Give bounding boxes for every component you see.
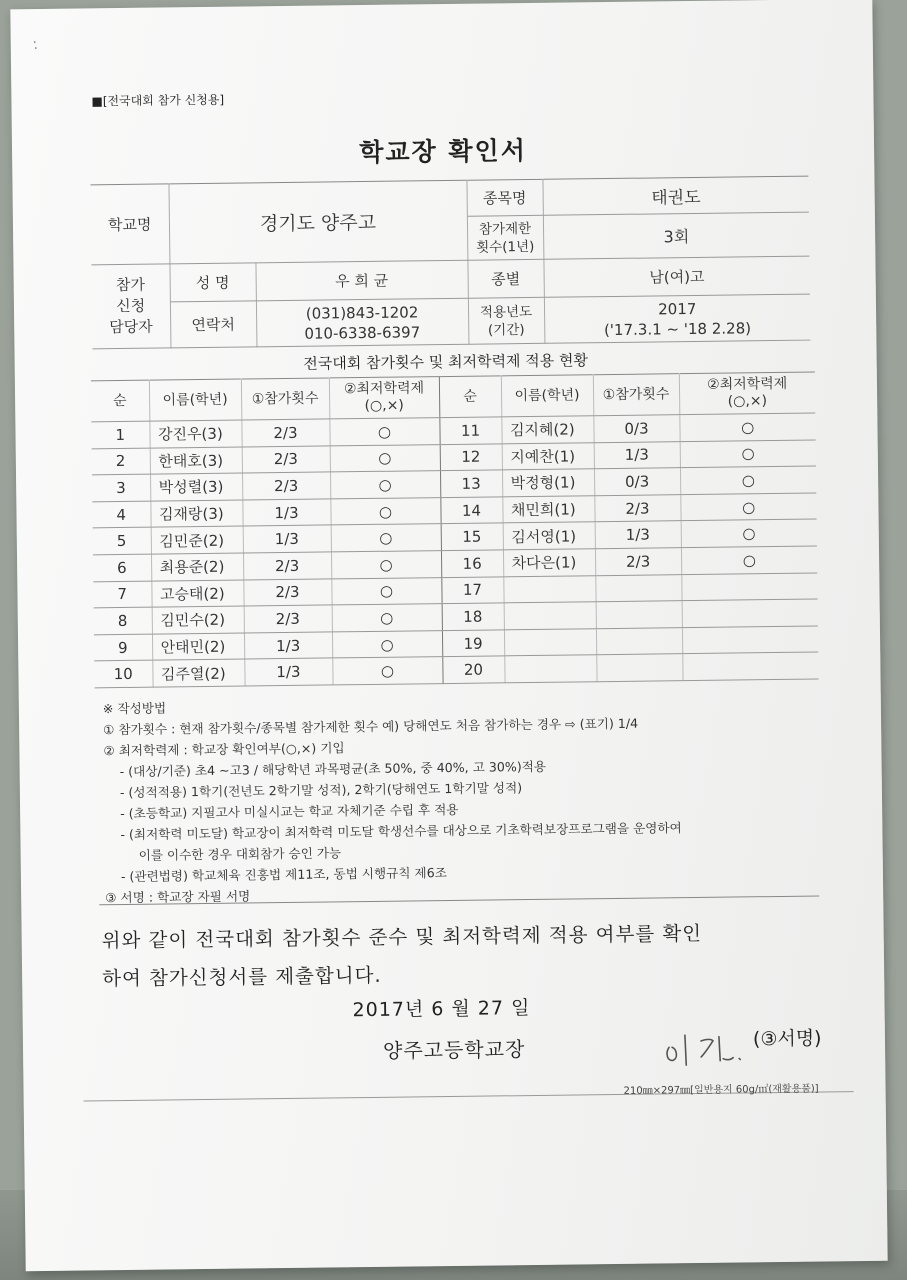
cell-count: 1/3: [594, 441, 680, 469]
header-name: 이름(학년): [149, 379, 241, 421]
cell-count: 2/3: [242, 446, 330, 474]
cell-no: 4: [92, 501, 150, 528]
cell-min: ○: [331, 551, 441, 579]
header-min-academic-line1: ②최저학력제: [343, 380, 425, 398]
document-title: 학교장 확인서: [359, 136, 528, 168]
submission-date: 2017년 6 월 27 일: [352, 997, 531, 1022]
cell-no: 14: [440, 497, 502, 524]
cell-name: 박성렬(3): [150, 473, 242, 501]
cell-no: 7: [93, 581, 151, 608]
cell-min: ○: [332, 657, 442, 685]
cell-min: ○: [332, 630, 442, 658]
school-name-value: 경기도 양주고: [168, 180, 467, 264]
instruction-signature: ③ 서명 : 학교장 자필 서명: [105, 888, 251, 906]
cell-count: 2/3: [241, 419, 329, 447]
header-min-academic: [679, 372, 815, 415]
confirmation-statement: [101, 915, 702, 998]
instruction-grade-application: - (성적적용) 1학기(전년도 2학기말 성적), 2학기(당해연도 1학기말 성적): [119, 780, 523, 801]
cell-name: 지예찬(1): [502, 442, 594, 470]
school-info-table: [90, 176, 810, 350]
cell-min: ○: [330, 444, 440, 472]
contact-phone-mobile: 010-6338-6397: [304, 322, 421, 343]
cell-count: [596, 654, 682, 682]
cell-count: 0/3: [594, 468, 680, 496]
cell-no: 11: [439, 417, 501, 444]
header-min-academic-line1: ②최저학력제: [707, 375, 788, 393]
header-min-academic-line2: (○,×): [727, 393, 768, 410]
cell-no: 20: [442, 656, 504, 683]
cell-no: 16: [441, 550, 503, 577]
form-usage-note: ■[전국대회 참가 신청용]: [91, 92, 225, 109]
handwritten-signature: [661, 1026, 762, 1071]
header-count: ①참가횟수: [593, 374, 679, 416]
cell-no: 15: [441, 523, 503, 550]
cell-name: 김민준(2): [151, 526, 243, 554]
header-name: 이름(학년): [501, 375, 593, 417]
header-min-academic-line2: (○,×): [364, 397, 404, 415]
instruction-participation-count: ① 참가횟수 : 현재 참가횟수/종목별 참가제한 횟수 예) 당해연도 처음 참가하는 경우 ⇨ (표기) 1/4: [103, 715, 639, 738]
cell-no: 17: [441, 576, 503, 603]
cell-no: 10: [94, 660, 152, 687]
cell-count: [596, 601, 682, 629]
confirmation-statement-line2: 하여 참가신청서를 제출합니다.: [102, 963, 382, 991]
cell-count: 1/3: [244, 632, 332, 660]
applicable-year-label-line1: 적용년도: [479, 303, 533, 321]
instruction-min-academic: ② 최저학력제 : 학교장 확인여부(○,×) 기입: [103, 740, 345, 759]
cell-name: 박정형(1): [502, 469, 594, 497]
participation-table-body: [91, 413, 818, 688]
cell-count: 2/3: [594, 494, 680, 522]
manager-label-line3: 담당자: [109, 317, 153, 337]
cell-count: [595, 574, 681, 602]
event-value: 태권도: [542, 176, 808, 215]
school-name-label: 학교명: [90, 184, 169, 265]
cell-name: 김주열(2): [152, 659, 244, 687]
paper-specification: 210㎜×297㎜[일반용지 60g/㎡(재활용품)]: [623, 1083, 819, 1097]
instruction-related-law: - (관련법령) 학교체육 진흥법 제11조, 동법 시행규칙 제6조: [120, 865, 447, 885]
participation-section-title: 전국대회 참가횟수 및 최저학력제 적용 현황: [303, 351, 589, 373]
applicable-year-value: [544, 294, 811, 343]
cell-min: ○: [331, 577, 441, 605]
cell-no: 13: [440, 470, 502, 497]
applicable-year-label: [468, 297, 545, 344]
cell-no: 5: [93, 528, 151, 555]
cell-count: 1/3: [244, 658, 332, 686]
cell-name: 안태민(2): [152, 633, 244, 661]
event-label: 종목명: [466, 179, 542, 216]
cell-no: 1: [91, 421, 149, 448]
instruction-target-criteria: - (대상/기준) 초4 ~고3 / 해당학년 과목평균(초 50%, 중 40%, 고 30%)적용: [119, 758, 547, 780]
applicable-year: 2017: [658, 299, 697, 318]
cell-name: 채민희(1): [502, 495, 594, 523]
cell-min: ○: [330, 471, 440, 499]
cell-count: 1/3: [243, 525, 331, 553]
cell-min: ○: [329, 418, 439, 446]
manager-label: [91, 264, 170, 349]
applicable-year-label-line2: (기간): [487, 321, 525, 339]
cell-no: 12: [440, 443, 502, 470]
cell-min: ○: [680, 440, 816, 468]
cell-name: 최용준(2): [151, 553, 243, 581]
participation-limit-value: 3회: [543, 212, 810, 259]
cell-name: 김지혜(2): [501, 416, 593, 444]
cell-min: [682, 626, 818, 654]
cell-no: 18: [442, 603, 504, 630]
instruction-below-minimum: - (최저학력 미도달) 학교장이 최저학력 미도달 학생선수를 대상으로 기초학력보장프로그램을 운영하여: [120, 820, 682, 843]
gender-label: 종별: [467, 259, 543, 298]
cell-no: 9: [94, 634, 152, 661]
principal-title: 양주고등학교장: [382, 1037, 526, 1063]
header-count: ①참가횟수: [241, 378, 329, 420]
instruction-elementary: - (초등학교) 지필고사 미실시교는 학교 자체기준 수립 후 적용: [120, 801, 459, 822]
cell-min: ○: [679, 413, 815, 441]
cell-count: [596, 627, 682, 655]
contact-phone-office: (031)843-1202: [305, 302, 419, 323]
cell-name: 김민수(2): [152, 606, 244, 634]
cell-name: 김서영(1): [503, 522, 595, 550]
cell-no: 2: [92, 448, 150, 475]
contact-value: [256, 298, 469, 347]
instructions-heading: ※ 작성방법: [102, 700, 167, 717]
cell-no: 8: [94, 607, 152, 634]
cell-min: ○: [680, 493, 816, 521]
contact-label: 연락처: [170, 301, 257, 348]
manager-label-line2: 신청: [116, 296, 146, 316]
cell-count: 1/3: [242, 499, 330, 527]
header-min-academic: [329, 377, 439, 419]
gender-value: 남(여)고: [543, 256, 809, 297]
cell-count: 0/3: [593, 415, 679, 443]
participation-limit-label: [467, 215, 544, 260]
cell-no: 19: [442, 630, 504, 657]
cell-min: ○: [332, 604, 442, 632]
participation-limit-label-line2: 횟수(1년): [476, 238, 535, 256]
cell-count: 2/3: [242, 472, 330, 500]
signature-label: (③서명): [752, 1027, 822, 1051]
cell-min: [682, 599, 818, 627]
cell-count: 2/3: [243, 552, 331, 580]
cell-min: ○: [331, 524, 441, 552]
cell-name: 김재랑(3): [150, 500, 242, 528]
header-no: 순: [91, 380, 149, 422]
cell-name: 한태호(3): [150, 447, 242, 475]
paper-speck: [33, 39, 39, 53]
cell-min: ○: [680, 466, 816, 494]
cell-min: [681, 573, 817, 601]
participation-table: [91, 372, 819, 689]
cell-name: [503, 575, 595, 603]
header-no: 순: [439, 376, 501, 418]
cell-min: [682, 652, 818, 680]
cell-name: 고승태(2): [151, 580, 243, 608]
cell-name: 차다은(1): [503, 549, 595, 577]
cell-min: ○: [330, 497, 440, 525]
cell-count: 1/3: [595, 521, 681, 549]
writing-instructions: [103, 691, 683, 908]
confirmation-statement-line1: 위와 같이 전국대회 참가횟수 준수 및 최저학력제 적용 여부를 확인: [101, 921, 703, 953]
cell-min: ○: [681, 546, 817, 574]
manager-label-line1: 참가: [115, 275, 146, 295]
instruction-below-minimum-cont: 이를 이수한 경우 대회참가 승인 가능: [138, 845, 342, 863]
participation-limit-label-line1: 참가제한: [478, 220, 532, 238]
manager-name-value: 우 희 균: [255, 260, 467, 301]
document-page: [10, 0, 887, 1271]
cell-no: 6: [93, 554, 151, 581]
cell-name: [504, 602, 596, 630]
cell-name: [504, 628, 596, 656]
cell-name: 강진우(3): [149, 420, 241, 448]
applicable-period: ('17.3.1 ~ '18 2.28): [603, 318, 752, 339]
cell-count: 2/3: [595, 548, 681, 576]
manager-name-label: 성 명: [169, 263, 255, 302]
cell-count: 2/3: [244, 605, 332, 633]
cell-name: [504, 655, 596, 683]
cell-no: 3: [92, 474, 150, 501]
cell-count: 2/3: [243, 578, 331, 606]
cell-min: ○: [681, 519, 817, 547]
